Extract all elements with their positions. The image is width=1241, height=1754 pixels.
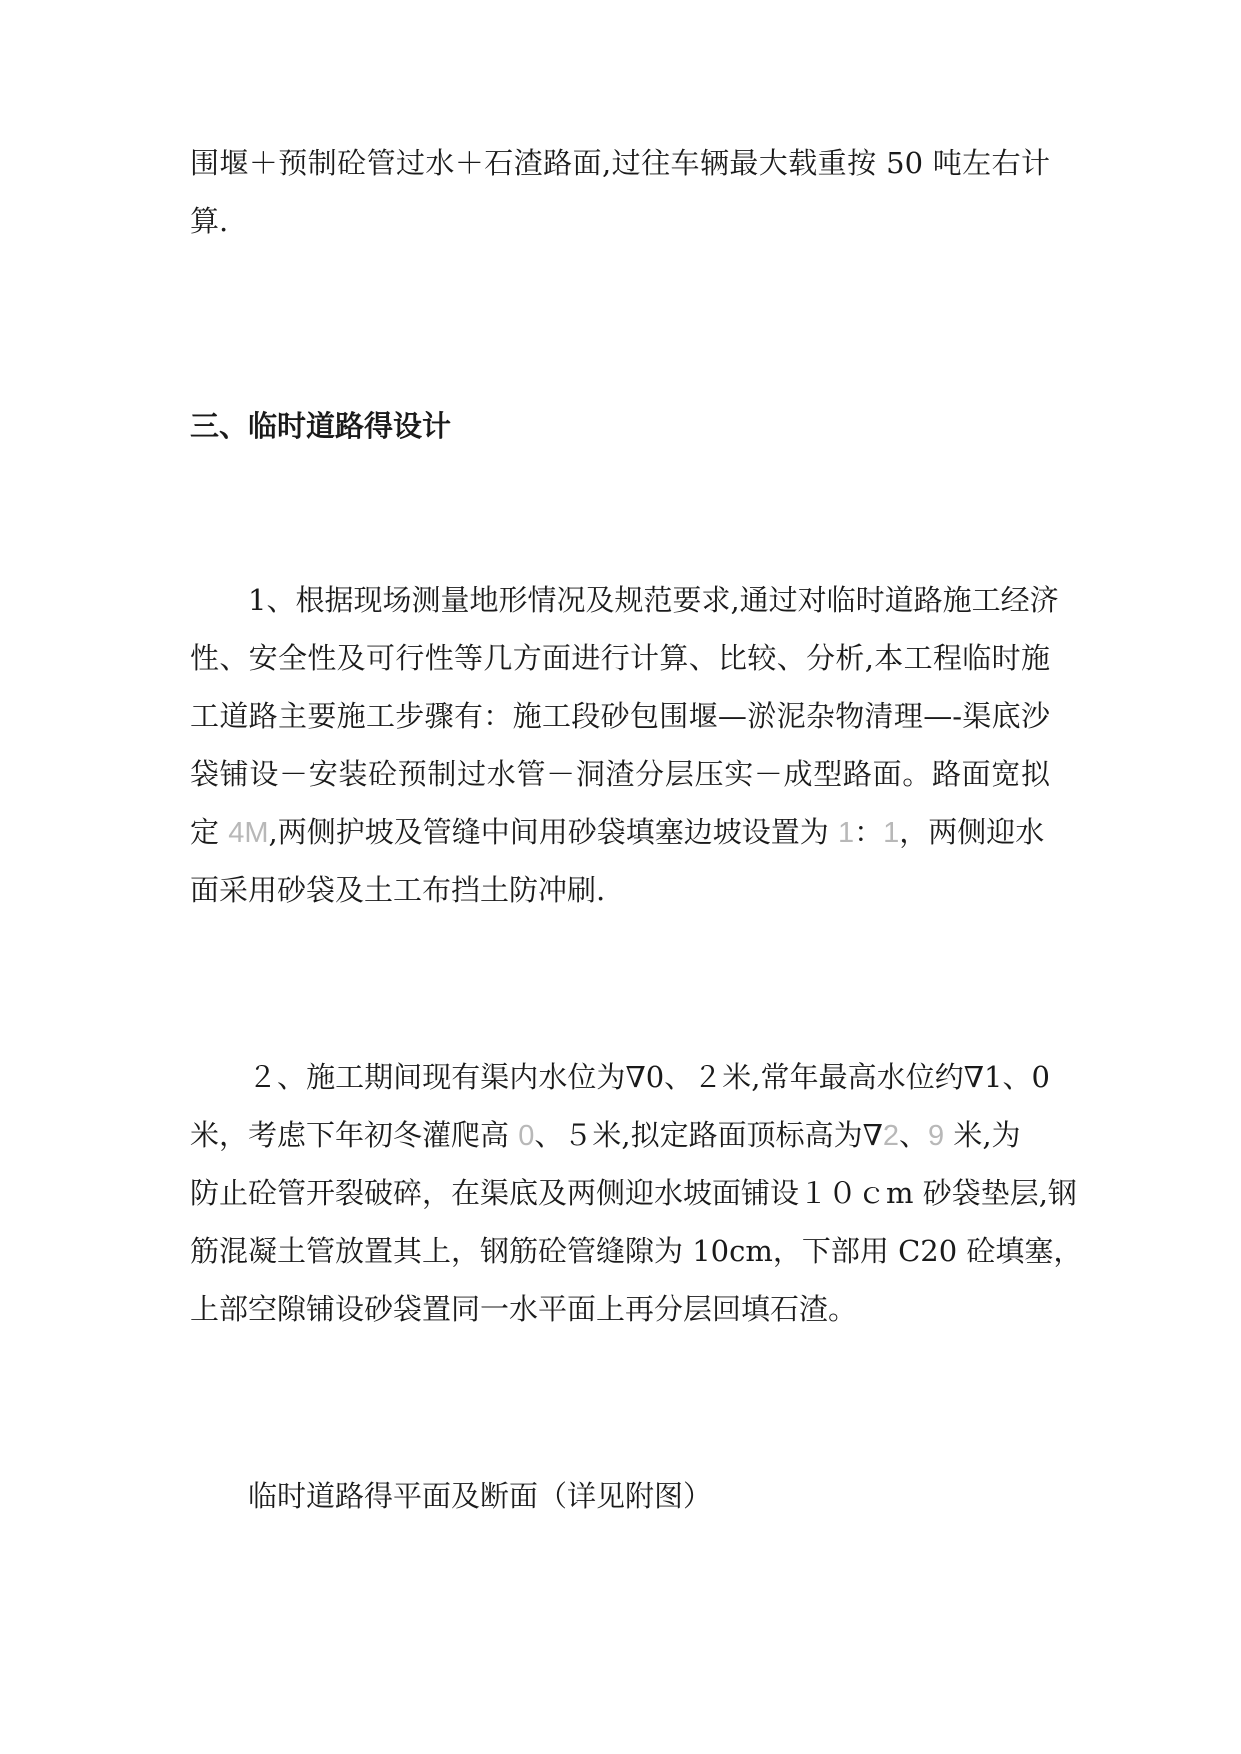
para2-line-2-c: 、５米,拟定路面顶标高为∇ bbox=[534, 1118, 883, 1152]
para2-line-3: 防止砼管开裂破碎，在渠底及两侧迎水坡面铺设１０ｃm 砂袋垫层,钢 bbox=[190, 1176, 1077, 1210]
para2-line-2 bbox=[190, 1115, 1050, 1156]
road-width-value: 4M bbox=[228, 817, 269, 849]
elevation-int-value: 2 bbox=[882, 1120, 899, 1152]
slope-ratio-colon: ： bbox=[854, 815, 884, 849]
para1-line-5-g: ，两侧迎水 bbox=[899, 815, 1045, 849]
para1-line-6: 面采用砂袋及土工布挡土防冲刷. bbox=[190, 873, 606, 907]
para2-line-2-e: 、 bbox=[898, 1118, 928, 1152]
para1-line-5-c: ,两侧护坡及管缝中间用砂袋填塞边坡设置为 bbox=[268, 815, 838, 849]
slope-ratio-left: 1 bbox=[837, 817, 855, 849]
para2-line-4: 筋混凝土管放置其上，钢筋砼管缝隙为 10cm，下部用 C20 砼填塞， bbox=[190, 1234, 1083, 1268]
intro-line-1: 围堰＋预制砼管过水＋石渣路面,过往车辆最大载重按 50 吨左右计 bbox=[190, 146, 1050, 180]
intro-line-2: 算. bbox=[190, 204, 229, 238]
para1-line-5 bbox=[190, 812, 1050, 853]
para2-line-5: 上部空隙铺设砂袋置同一水平面上再分层回填石渣。 bbox=[190, 1292, 858, 1326]
para1-line-4: 袋铺设－安装砼预制过水管－洞渣分层压实－成型路面。路面宽拟 bbox=[190, 757, 1050, 791]
section-heading: 三、临时道路得设计 bbox=[190, 409, 452, 443]
para1-line-2: 性、安全性及可行性等几方面进行计算、比较、分析,本工程临时施 bbox=[190, 641, 1050, 675]
para1-line-5-a: 定 bbox=[190, 815, 229, 849]
para1-line-3: 工道路主要施工步骤有：施工段砂包围堰—淤泥杂物清理—-渠底沙 bbox=[190, 699, 1050, 733]
elevation-dec-value: 9 bbox=[927, 1120, 945, 1152]
figure-caption: 临时道路得平面及断面（详见附图） bbox=[248, 1479, 713, 1513]
para2-line-1: ２、施工期间现有渠内水位为∇0、２米,常年最高水位约∇1、0 bbox=[248, 1060, 1050, 1094]
para2-line-2-g: 米,为 bbox=[944, 1118, 1021, 1152]
para2-line-2-a: 米，考虑下年初冬灌爬高 bbox=[190, 1118, 519, 1152]
para1-line-1: 1、根据现场测量地形情况及规范要求,通过对临时道路施工经济 bbox=[248, 583, 1059, 617]
climb-height-value: 0 bbox=[518, 1120, 535, 1152]
slope-ratio-right: 1 bbox=[883, 817, 900, 849]
